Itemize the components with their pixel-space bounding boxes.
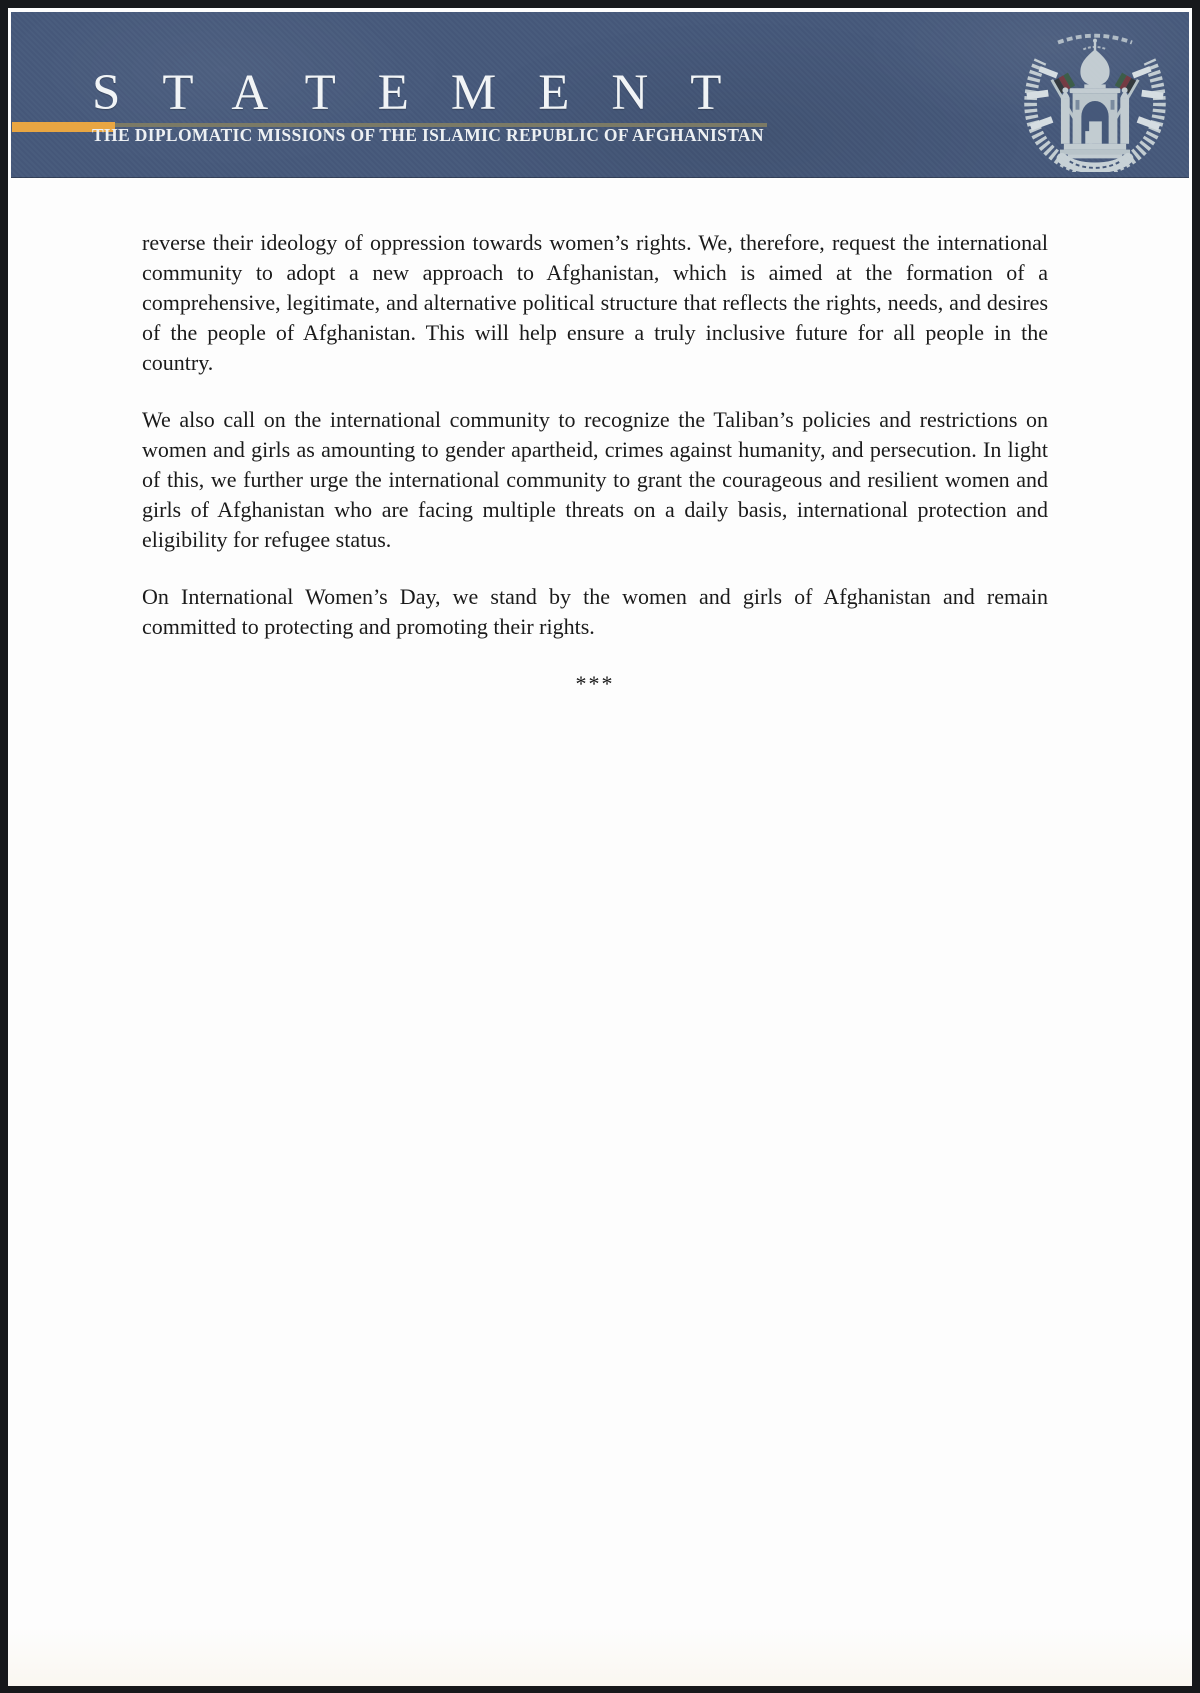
document-page (8, 8, 1192, 1686)
statement-paragraph-3: On International Women’s Day, we stand by the women and girls of Afghanistan and remain committed to protecting and promoting their rights. (142, 584, 1048, 639)
end-mark: *** (575, 671, 615, 696)
statement-subtitle: THE DIPLOMATIC MISSIONS OF THE ISLAMIC REPUBLIC OF AFGHANISTAN (92, 125, 764, 145)
statement-paragraph-2: We also call on the international community to recognize the Taliban’s policies and restrictions on women and girls as amounting to gender apartheid, crimes against humanity, and persecution. In light of this, we further urge the international community to grant the courageous and resilient women and girls of Afghanistan who are facing multiple threats on a daily basis, international protection and eligibility for refugee status. (142, 407, 1048, 552)
statement-body (142, 228, 1048, 699)
afghanistan-national-emblem-icon (1007, 26, 1183, 172)
statement-paragraph-1: reverse their ideology of oppression towards women’s rights. We, therefore, request the international community to adopt a new approach to Afghanistan, which is aimed at the formation of a comprehensive, legitimate, and alternative political structure that reflects the rights, needs, and desires of the people of Afghanistan. This will help ensure a truly inclusive future for all people in the country. (142, 230, 1048, 375)
statement-banner (11, 12, 1189, 178)
statement-title: STATEMENT (92, 65, 764, 121)
